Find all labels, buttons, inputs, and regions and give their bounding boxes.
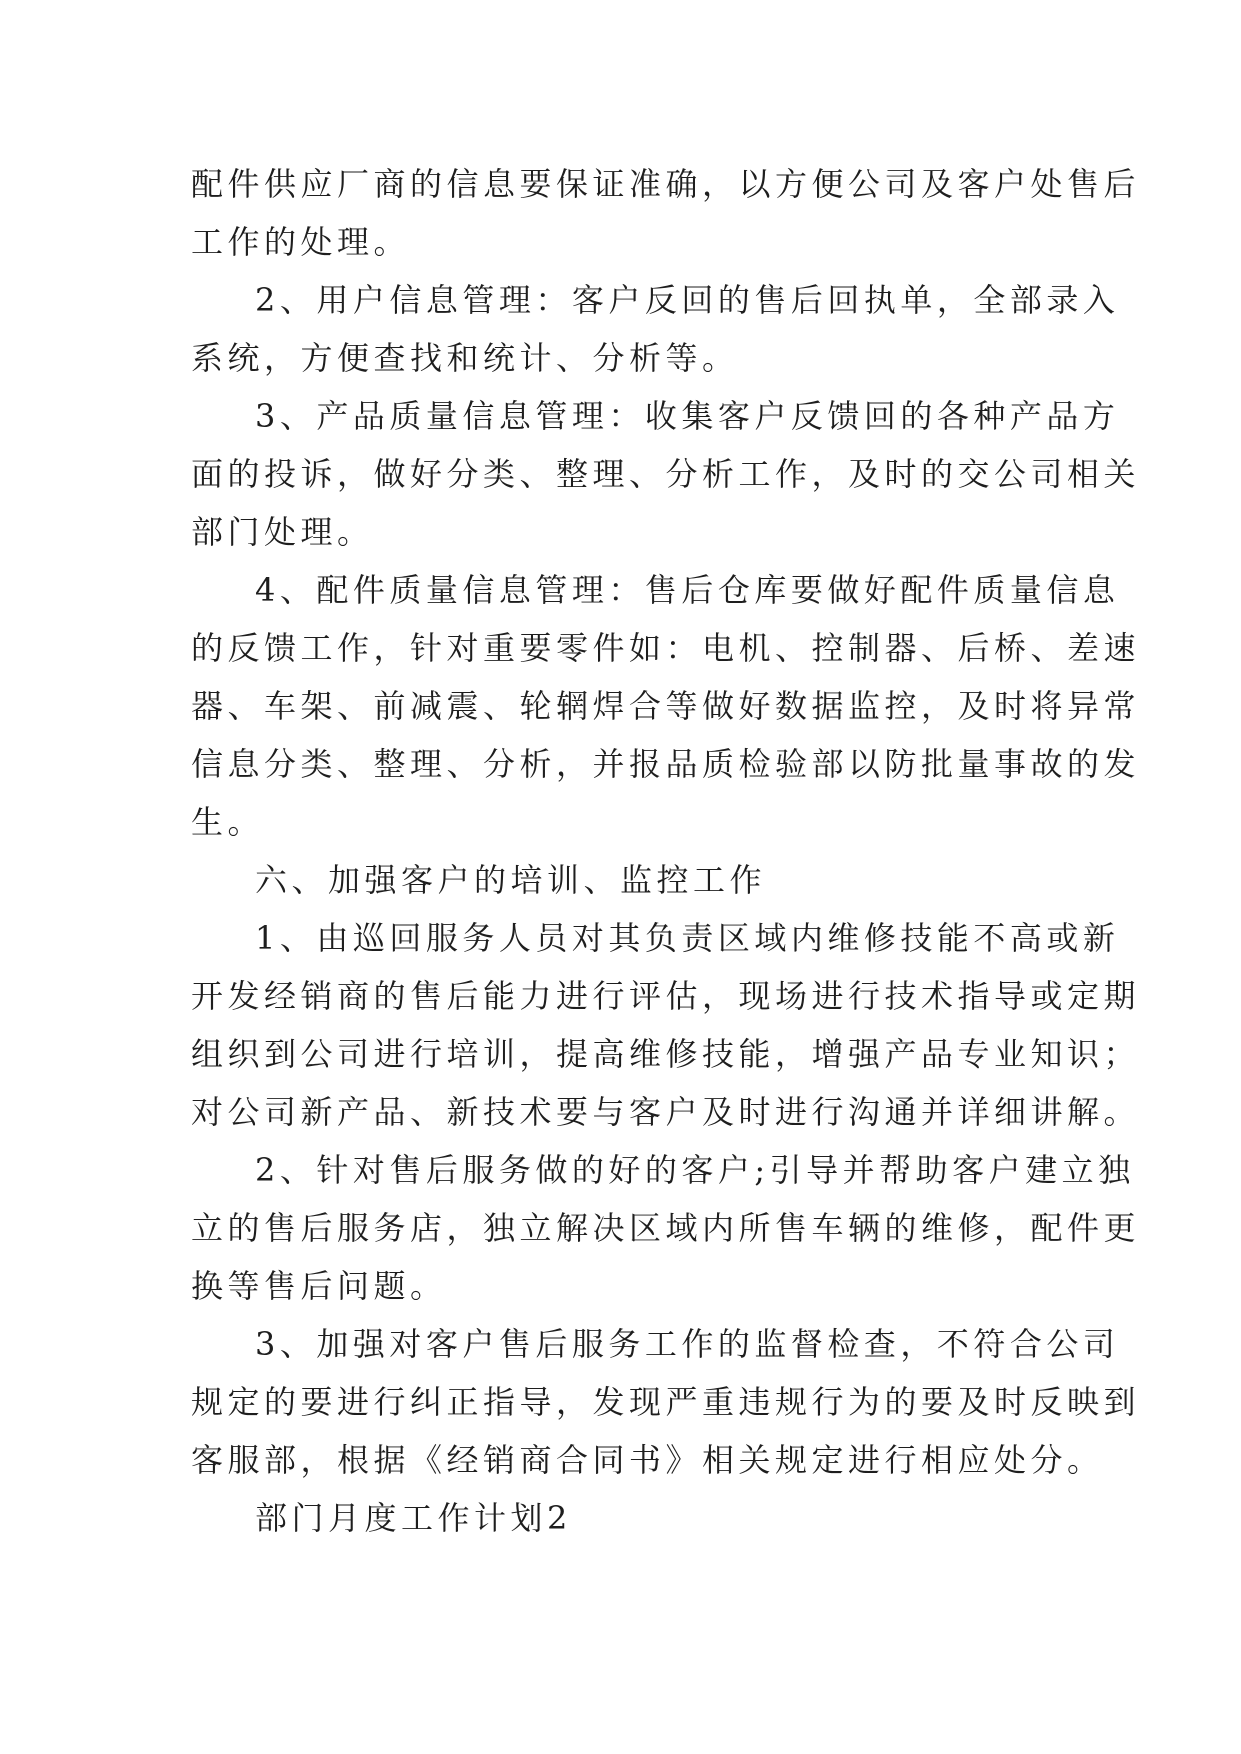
text-line: 工作的处理。 <box>191 223 411 261</box>
text-line: 3、加强对客户售后服务工作的监督检查，不符合公司 <box>255 1325 1120 1363</box>
text-line: 2、用户信息管理：客户反回的售后回执单，全部录入 <box>255 281 1120 319</box>
text-line: 3、产品质量信息管理：收集客户反馈回的各种产品方 <box>255 397 1120 435</box>
document-body <box>191 155 1141 1547</box>
text-line: 部门处理。 <box>191 513 374 551</box>
text-line: 面的投诉，做好分类、整理、分析工作，及时的交公司相关 <box>191 455 1141 493</box>
text-line: 2、针对售后服务做的好的客户;引导并帮助客户建立独 <box>255 1151 1135 1189</box>
text-line: 1、由巡回服务人员对其负责区域内维修技能不高或新 <box>255 919 1120 957</box>
text-line: 器、车架、前减震、轮辋焊合等做好数据监控，及时将异常 <box>191 687 1141 725</box>
text-line: 的反馈工作，针对重要零件如：电机、控制器、后桥、差速 <box>191 629 1141 667</box>
text-line: 4、配件质量信息管理：售后仓库要做好配件质量信息 <box>255 571 1120 609</box>
text-line: 系统，方便查找和统计、分析等。 <box>191 339 739 377</box>
text-line: 信息分类、整理、分析，并报品质检验部以防批量事故的发 <box>191 745 1141 783</box>
section-heading: 六、加强客户的培训、监控工作 <box>255 861 767 899</box>
text-line: 客服部，根据《经销商合同书》相关规定进行相应处分。 <box>191 1441 1104 1479</box>
text-line: 规定的要进行纠正指导，发现严重违规行为的要及时反映到 <box>191 1383 1141 1421</box>
text-line: 换等售后问题。 <box>191 1267 447 1305</box>
text-line: 生。 <box>191 803 265 841</box>
text-line: 对公司新产品、新技术要与客户及时进行沟通并详细讲解。 <box>191 1093 1141 1131</box>
text-line: 配件供应厂商的信息要保证准确，以方便公司及客户处售后 <box>191 165 1141 203</box>
text-line: 组织到公司进行培训，提高维修技能，增强产品专业知识； <box>191 1035 1141 1073</box>
text-line: 开发经销商的售后能力进行评估，现场进行技术指导或定期 <box>191 977 1141 1015</box>
text-line: 立的售后服务店，独立解决区域内所售车辆的维修，配件更 <box>191 1209 1141 1247</box>
section-title: 部门月度工作计划2 <box>255 1499 572 1537</box>
